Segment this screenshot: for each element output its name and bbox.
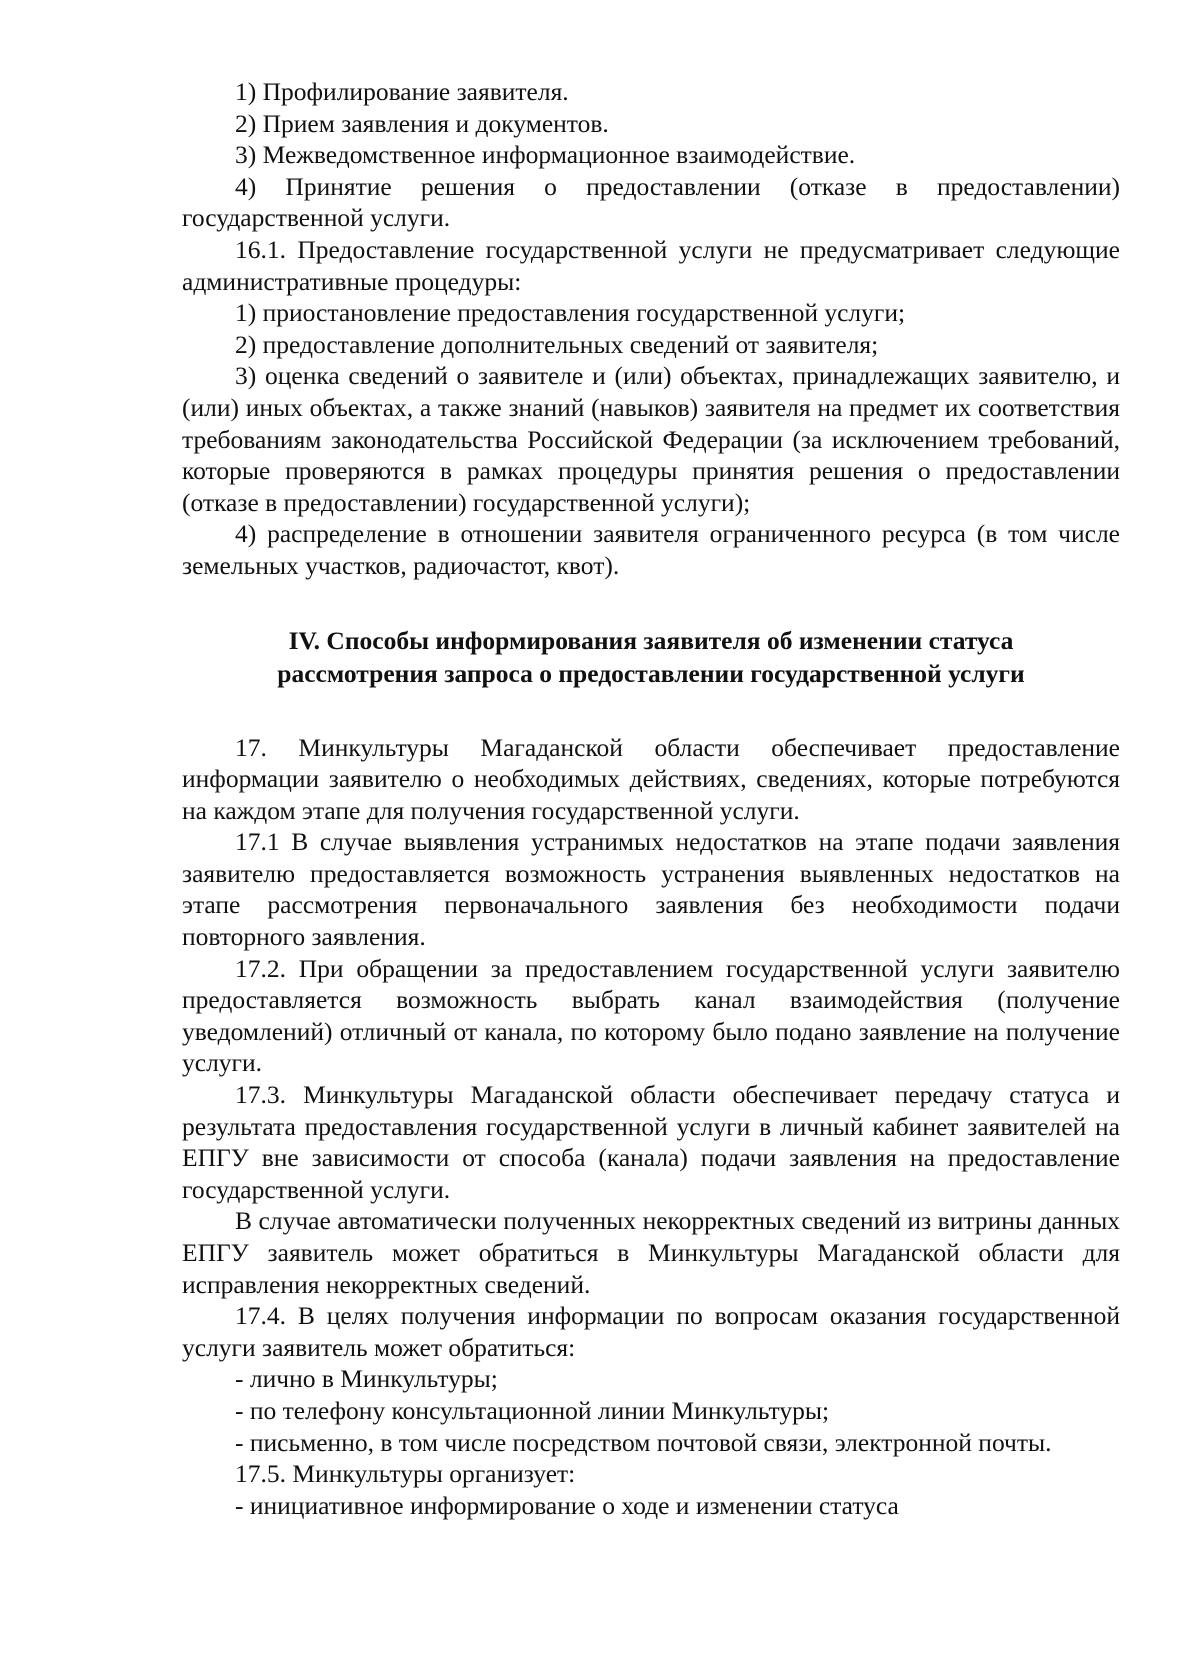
list-item: - инициативное информирование о ходе и изменении статуса bbox=[235, 1490, 899, 1520]
list-item: - письменно, в том числе посредством почтовой связи, электронной почты. bbox=[235, 1427, 1052, 1457]
list-item: - лично в Минкультуры; bbox=[235, 1364, 498, 1394]
list-item: 1) Профилирование заявителя. bbox=[235, 77, 569, 106]
paragraph: 17.5. Минкультуры организует: bbox=[235, 1459, 576, 1489]
list-item: - по телефону консультационной линии Минкультуры; bbox=[235, 1395, 830, 1425]
list-item: 2) Прием заявления и документов. bbox=[235, 108, 609, 138]
list-item: 3) Межведомственное информационное взаимодействие. bbox=[235, 140, 856, 170]
section-heading-line-1: IV. Способы информирования заявителя об изменении статуса bbox=[288, 625, 1014, 655]
section-heading bbox=[182, 624, 1120, 690]
paragraph: 17. Минкультуры Магаданской области обеспечивает предоставление информации заявителю о необходимых действиях, сведениях, которые потребуются на каждом этапе для получения государственной услуги. bbox=[182, 732, 1120, 825]
paragraph: 16.1. Предоставление государственной услуги не предусматривает следующие административные процедуры: bbox=[182, 234, 1120, 296]
list-item: 4) Принятие решения о предоставлении (отказе в предоставлении) государственной услуги. bbox=[182, 171, 1120, 233]
paragraph: 17.1 В случае выявления устранимых недостатков на этапе подачи заявления заявителю предоставляется возможность устранения выявленных недостатков на этапе рассмотрения первоначального заявления без необходимости подачи повторного заявления. bbox=[182, 827, 1120, 952]
list-item: 1) приостановление предоставления государственной услуги; bbox=[235, 298, 906, 328]
list-item: 3) оценка сведений о заявителе и (или) объектах, принадлежащих заявителю, и (или) иных объектах, а также знаний (навыков) заявителя на предмет их соответствия требованиям законодательства Российской Федерации (за исключением требований, которые проверяются в рамках процедуры принятия решения о предоставлении (отказе в предоставлении) государственной услуги); bbox=[182, 361, 1120, 517]
paragraph: 17.2. При обращении за предоставлением государственной услуги заявителю предоставляется возможность выбрать канал взаимодействия (получение уведомлений) отличный от канала, по которому было подано заявление на получение услуги. bbox=[182, 953, 1120, 1078]
list-item: 4) распределение в отношении заявителя ограниченного ресурса (в том числе земельных участков, радиочастот, квот). bbox=[182, 519, 1120, 580]
section-heading-line-2: рассмотрения запроса о предоставлении государственной услуги bbox=[277, 658, 1025, 688]
document-page bbox=[182, 76, 1120, 1521]
list-item: 2) предоставление дополнительных сведений от заявителя; bbox=[235, 329, 879, 359]
paragraph: В случае автоматически полученных некорректных сведений из витрины данных ЕПГУ заявитель может обратиться в Минкультуры Магаданской области для исправления некорректных сведений. bbox=[182, 1206, 1120, 1299]
paragraph: 17.4. В целях получения информации по вопросам оказания государственной услуги заявитель может обратиться: bbox=[182, 1301, 1120, 1362]
paragraph: 17.3. Минкультуры Магаданской области обеспечивает передачу статуса и результата предоставления государственной услуги в личный кабинет заявителей на ЕПГУ вне зависимости от способа (канала) подачи заявления на предоставление государственной услуги. bbox=[182, 1080, 1120, 1204]
